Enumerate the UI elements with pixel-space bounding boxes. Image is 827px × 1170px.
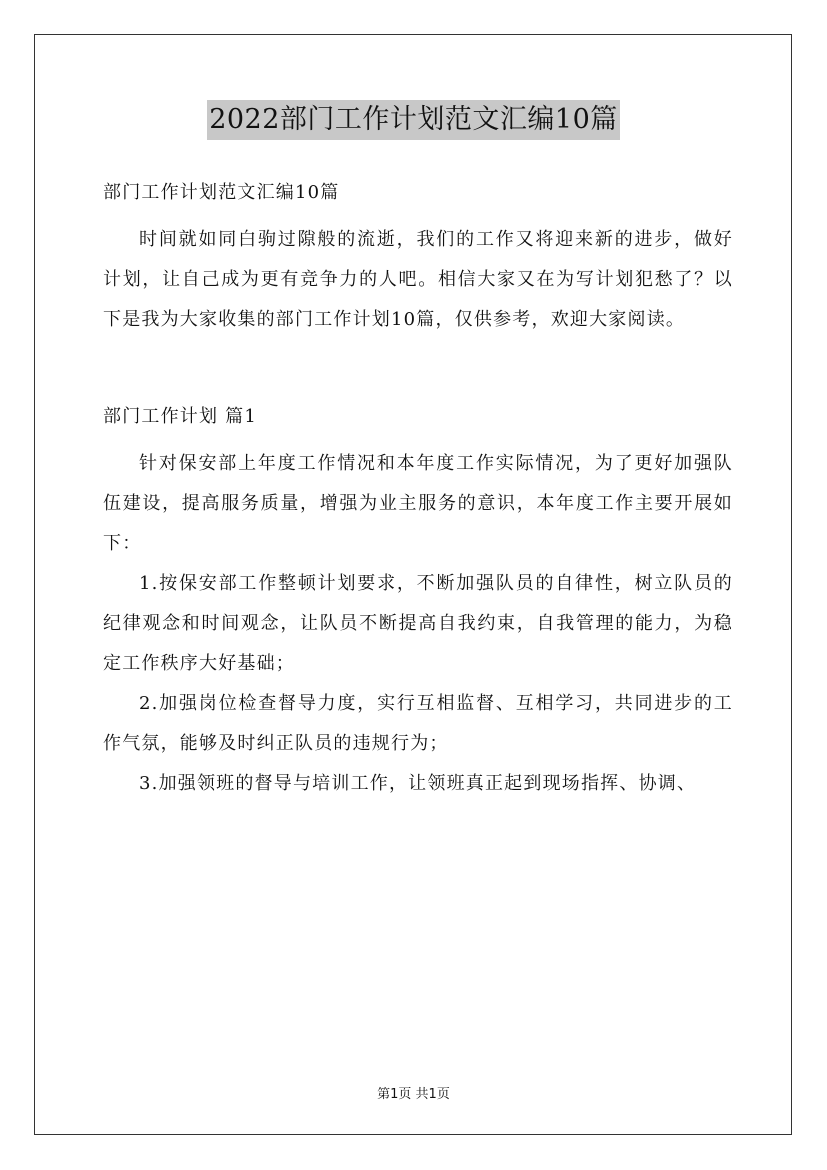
intro-paragraph: 时间就如同白驹过隙般的流逝，我们的工作又将迎来新的进步，做好计划，让自己成为更有竞争力的人吧。相信大家又在为写计划犯愁了？以下是我为大家收集的部门工作计划10篇，仅供参考，欢迎大家阅读。: [103, 229, 733, 330]
document-body: [103, 174, 733, 804]
list-item: 2.加强岗位检查督导力度，实行互相监督、互相学习，共同进步的工作气氛，能够及时纠正队员的违规行为；: [103, 693, 733, 754]
spacer: [103, 436, 733, 444]
document-subtitle: 部门工作计划范文汇编10篇: [103, 182, 340, 203]
spacer: [103, 340, 733, 398]
page-footer: [0, 1083, 827, 1102]
section-intro-paragraph: 针对保安部上年度工作情况和本年度工作实际情况，为了更好加强队伍建设，提高服务质量，增强为业主服务的意识，本年度工作主要开展如下：: [103, 453, 733, 554]
spacer: [103, 212, 733, 220]
document-title: 2022部门工作计划范文汇编10篇: [207, 100, 620, 140]
list-item: 3.加强领班的督导与培训工作，让领班真正起到现场指挥、协调、: [139, 773, 697, 794]
section-heading: 部门工作计划 篇1: [103, 406, 257, 427]
page-number: 第1页 共1页: [377, 1087, 450, 1102]
list-item: 1.按保安部工作整顿计划要求，不断加强队员的自律性，树立队员的纪律观念和时间观念，让队员不断提高自我约束，自我管理的能力，为稳定工作秩序大好基础；: [103, 573, 733, 674]
title-container: [0, 100, 827, 140]
